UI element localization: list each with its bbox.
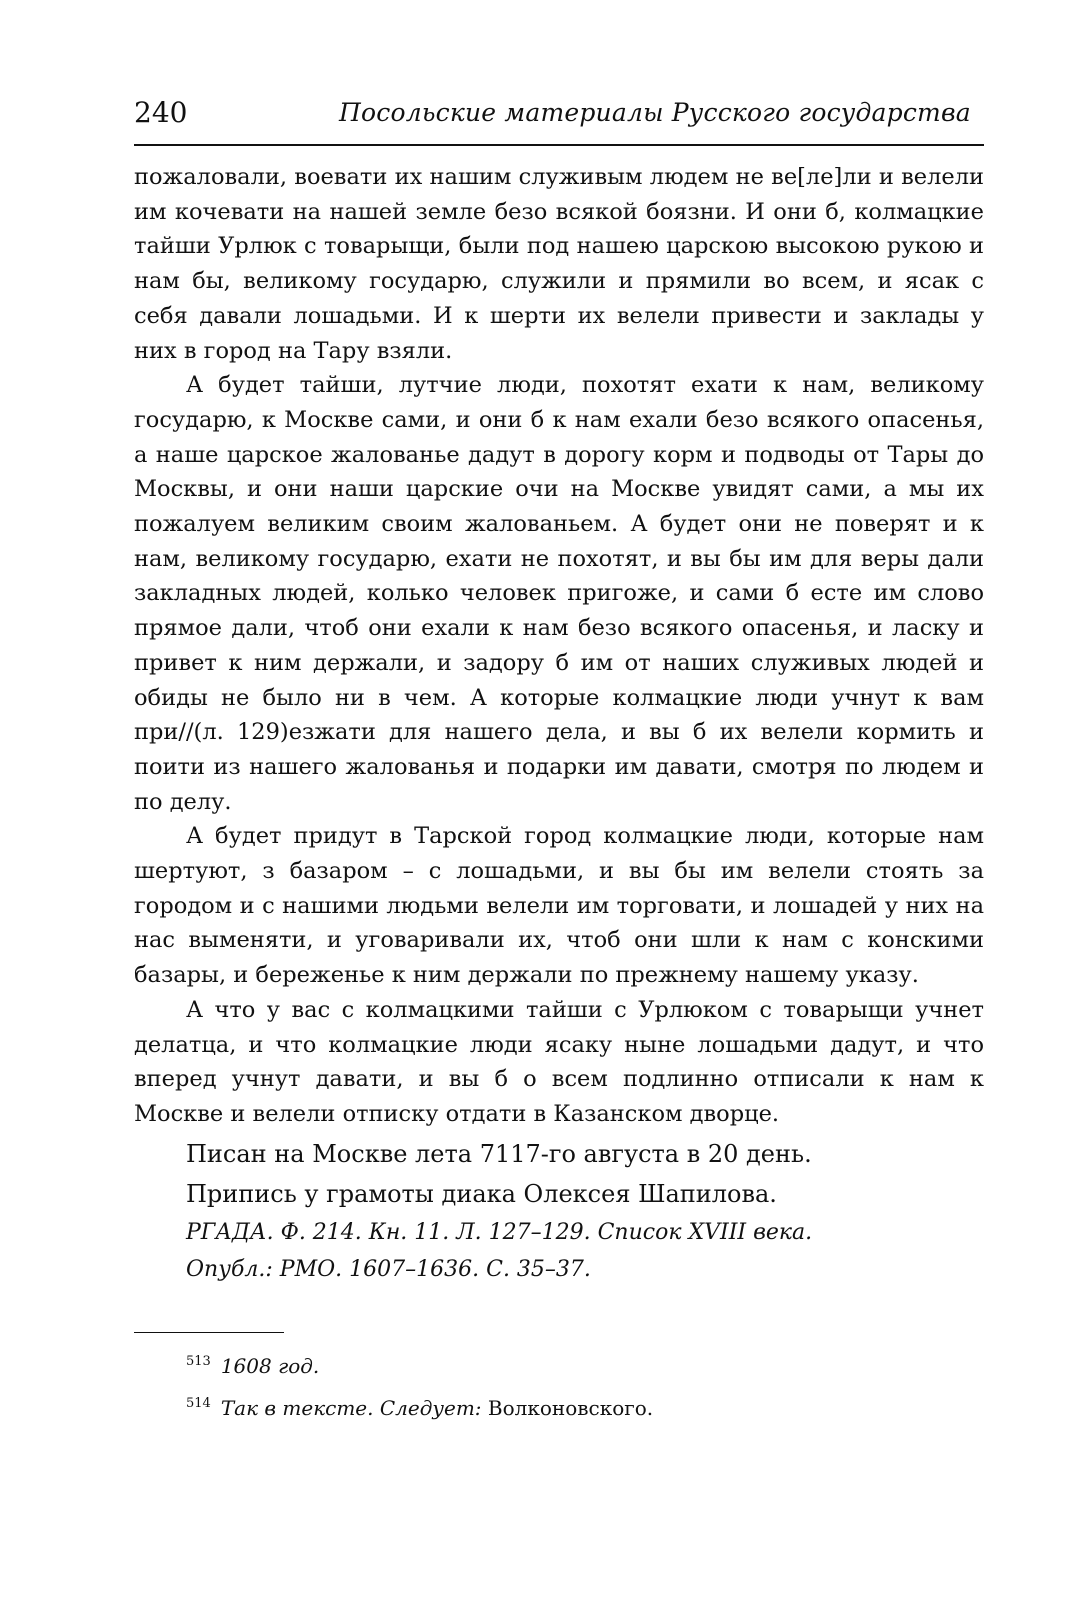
footnote-number: 514: [186, 1395, 211, 1411]
signature-line: Припись у грамоты диака Олексея Шапилова.: [186, 1179, 777, 1208]
paragraph: А будет придут в Тарской город колмацкие люди, которые нам шертуют, з базаром – с лошадьми, и вы бы им велели стоять за городом и с нашими людьми велели им торговати, и лошадей у них на нас выменяти, и уговаривали их, чтоб они шли к нам с конскими базары, и береженье к ним держали по прежнему нашему указу.: [134, 823, 984, 989]
closing-block: [134, 1134, 984, 1214]
paragraph-continued: пожаловали, воевати их нашим служивым людем не ве[ле]ли и велели им кочевати на нашей земле безо всякой боязни. И они б, колмацкие тайши Урлюк с товарыщи, были под нашею царскою высокою рукою и нам бы, великому государю, служили и прямили во всем, и ясак с себя давали лошадьми. И к шерти их велели привести и заклады у них в город на Тару взяли.: [134, 164, 984, 364]
main-text: [134, 160, 984, 1132]
footnote-divider: [134, 1332, 284, 1333]
archive-reference: [134, 1214, 984, 1288]
paragraph: А что у вас с колмацкими тайши с Урлюком с товарыщи учнет делатца, и что колмацкие люди ясаку ныне лошадьми дадут, и что вперед учнут давати, и вы б о всем подлинно отписали к нам к Москве и велели отписку отдати в Казанском дворце.: [134, 996, 984, 1127]
running-title: Посольские материалы Русского государства: [339, 98, 971, 127]
page-number: 240: [134, 96, 188, 129]
footnote-text: Так в тексте. Следует:: [220, 1395, 482, 1420]
footnotes: [134, 1343, 984, 1427]
page-header: [134, 94, 984, 146]
footnote-text: 1608 год.: [220, 1353, 320, 1378]
paragraph: А будет тайши, лутчие люди, похотят ехати к нам, великому государю, к Москве сами, и они б к нам ехали безо всякого опасенья, а наше царское жалованье дадут в дорогу корм и подводы от Тары до Москвы, и они наши царские очи на Москве увидят сами, а мы их пожалуем великим своим жалованьем. А будет они не поверят и к нам, великому государю, ехати не похотят, и вы бы им для веры дали закладных людей, колько человек пригоже, и сами б есте им слово прямое дали, чтоб они ехали к нам безо всякого опасенья, и ласку и привет к ним держали, и задору б им от наших служивых людей и обиды не было ни в чем. А которые колмацкие люди учнут к вам при//(л. 129)езжати для нашего дела, и вы б их велели кормить и поити из нашего жалованья и подарки им давати, смотря по людем и по делу.: [134, 372, 984, 815]
footnote-number: 513: [186, 1353, 211, 1369]
date-line: Писан на Москве лета 7117-го августа в 20 день.: [186, 1139, 812, 1168]
footnote-text-tail: Волконовского.: [481, 1395, 654, 1420]
footnote-513: [134, 1343, 984, 1385]
footnote-514: [134, 1385, 984, 1427]
document-page: [134, 94, 984, 1427]
archive-source: РГАДА. Ф. 214. Кн. 11. Л. 127–129. Список XVIII века.: [186, 1219, 813, 1245]
archive-published: Опубл.: РМО. 1607–1636. С. 35–37.: [186, 1256, 591, 1282]
